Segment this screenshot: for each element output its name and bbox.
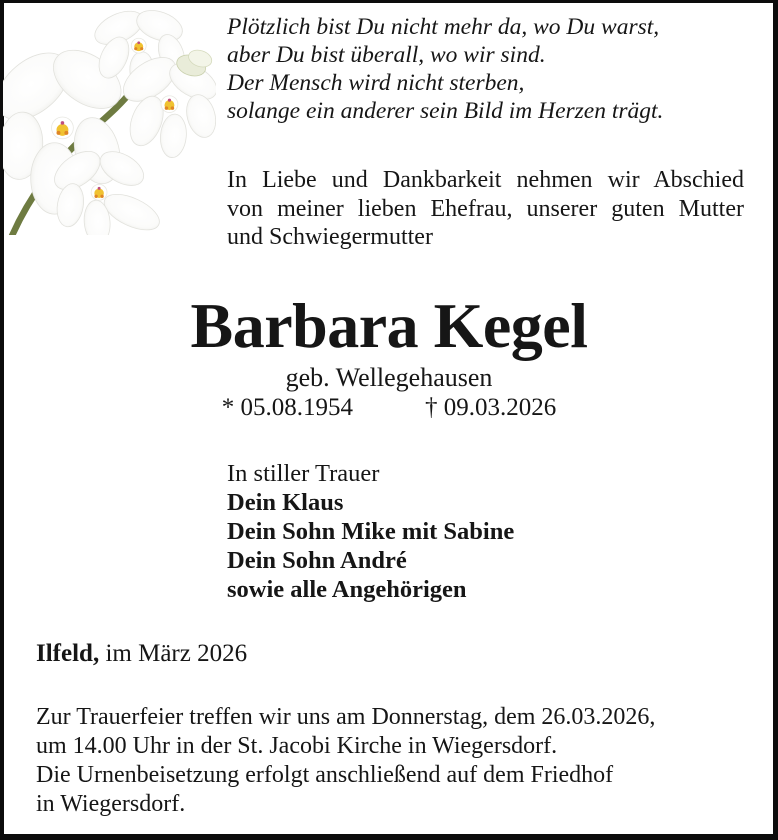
birth-date: * 05.08.1954 <box>221 394 353 421</box>
date-text: im März 2026 <box>105 640 248 667</box>
verse-line: Der Mensch wird nicht sterben, <box>227 70 525 96</box>
farewell-line: von meiner lieben Ehefrau, unserer guten Mutter <box>227 195 744 222</box>
place-date-line <box>36 640 247 668</box>
funeral-info <box>36 703 655 819</box>
mourner-name: Dein Sohn Mike mit Sabine <box>227 518 515 545</box>
verse-line: Plötzlich bist Du nicht mehr da, wo Du warst, <box>227 14 660 40</box>
death-date: † 09.03.2026 <box>425 394 557 421</box>
funeral-line: Zur Trauerfeier treffen wir uns am Donnerstag, dem 26.03.2026, <box>36 704 656 730</box>
farewell-line: In Liebe und Dankbarkeit nehmen wir Abschied <box>227 167 744 193</box>
mourner-name: sowie alle Angehörigen <box>227 576 467 603</box>
funeral-line: Die Urnenbeisetzung erfolgt anschließend auf dem Friedhof <box>36 762 614 788</box>
verse-line: aber Du bist überall, wo wir sind. <box>227 42 546 68</box>
memorial-verse <box>227 13 663 125</box>
mourner-name: Dein Sohn André <box>227 547 407 574</box>
maiden-name: geb. Wellegehausen <box>285 363 493 392</box>
farewell-line: und Schwiegermutter <box>227 224 433 250</box>
life-dates <box>0 394 778 422</box>
white-orchid-image <box>3 2 216 235</box>
place-name: Ilfeld, <box>36 640 100 667</box>
mourners-intro: In stiller Trauer <box>227 460 380 487</box>
mourner-name: Dein Klaus <box>227 489 344 516</box>
funeral-line: in Wiegersdorf. <box>36 791 186 817</box>
funeral-line: um 14.00 Uhr in der St. Jacobi Kirche in Wiegersdorf. <box>36 733 558 759</box>
deceased-name: Barbara Kegel <box>190 290 588 361</box>
verse-line: solange ein anderer sein Bild im Herzen trägt. <box>227 98 664 124</box>
farewell-text <box>227 166 744 252</box>
mourners-list <box>227 459 514 604</box>
